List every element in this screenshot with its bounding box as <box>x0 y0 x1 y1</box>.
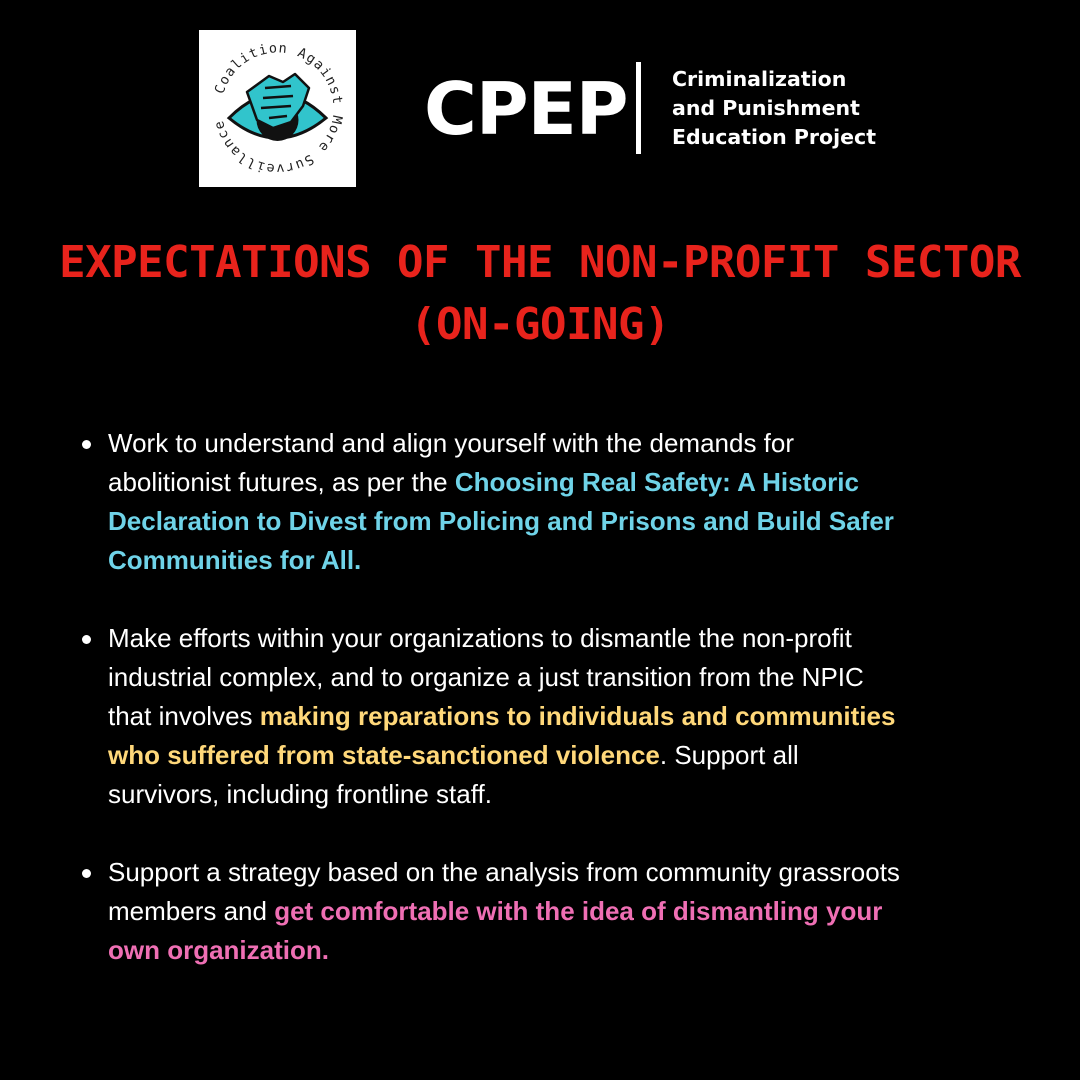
bullet-line <box>108 892 1028 931</box>
list-item <box>108 424 1028 580</box>
page-title-line: EXPECTATIONS OF THE NON-PROFIT SECTOR <box>59 237 1021 288</box>
body-text: survivors, including frontline staff. <box>108 779 492 809</box>
body-text: Work to understand and align yourself with the demands for <box>108 428 795 458</box>
highlighted-text: who suffered from state-sanctioned violence <box>108 740 660 770</box>
highlighted-text: making reparations to individuals and communities <box>259 701 896 731</box>
cpep-name-line: Education Project <box>672 125 876 149</box>
highlighted-text: Declaration to Divest from Policing and Prisons and Build Safer <box>108 506 894 536</box>
bullet-line <box>108 619 1028 658</box>
coalition-logo-ring-text: Coalition Against More Surveillance <box>210 40 346 177</box>
bullet-line <box>108 736 1028 775</box>
cpep-wordmark: CPEP <box>424 67 628 151</box>
body-text: members and <box>108 896 275 926</box>
body-text: abolitionist futures, as per the <box>108 467 455 497</box>
bullet-line <box>108 853 1028 892</box>
bullet-line <box>108 502 1028 541</box>
cpep-logo-divider <box>636 62 641 154</box>
body-text: . Support all <box>659 740 799 770</box>
page-title <box>0 232 1080 356</box>
highlighted-text: own organization. <box>108 935 329 965</box>
body-text: industrial complex, and to organize a just transition from the NPIC <box>108 662 864 692</box>
cpep-logo <box>424 62 894 158</box>
highlighted-text: Choosing Real Safety: A Historic <box>454 467 859 497</box>
bullet-line <box>108 775 1028 814</box>
body-text: that involves <box>108 701 260 731</box>
cpep-name-line: Criminalization <box>672 67 847 91</box>
highlighted-text: Communities for All. <box>108 545 362 575</box>
bullet-line <box>108 463 1028 502</box>
bullet-line <box>108 697 1028 736</box>
highlighted-text: get comfortable with the idea of dismantling your <box>274 896 883 926</box>
list-item <box>108 619 1028 814</box>
bullet-dot-icon <box>82 869 91 878</box>
cpep-full-name <box>672 65 876 152</box>
bullet-dot-icon <box>82 440 91 449</box>
expectations-list <box>108 424 1028 970</box>
bullet-dot-icon <box>82 635 91 644</box>
cpep-name-line: and Punishment <box>672 96 860 120</box>
clasped-hands-eye-icon <box>199 30 356 187</box>
bullet-line <box>108 424 1028 463</box>
bullet-line <box>108 658 1028 697</box>
body-text: Make efforts within your organizations to dismantle the non-profit <box>108 623 852 653</box>
page-title-line: (ON-GOING) <box>410 299 670 350</box>
coalition-against-more-surveillance-logo <box>199 30 356 187</box>
bullet-line <box>108 541 1028 580</box>
list-item <box>108 853 1028 970</box>
bullet-line <box>108 931 1028 970</box>
body-text: Support a strategy based on the analysis from community grassroots <box>108 857 900 887</box>
